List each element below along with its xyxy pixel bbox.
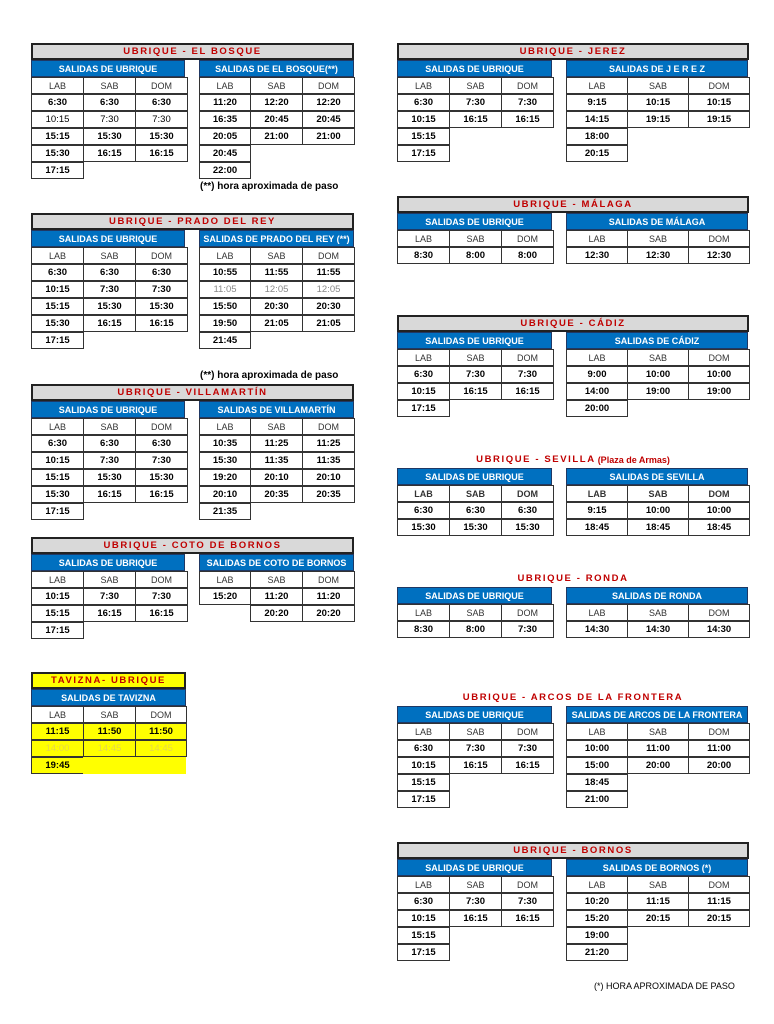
time-cell: 18:00 [566, 128, 628, 145]
inbound-header: SALIDAS DE MÁLAGA [566, 213, 748, 230]
time-cell: 21:35 [199, 503, 251, 520]
time-cell: 7:30 [135, 452, 188, 469]
time-cell: 20:10 [250, 469, 303, 486]
time-cell: 15:30 [501, 519, 554, 536]
time-cell: 7:30 [501, 621, 554, 638]
time-cell: 10:00 [688, 366, 750, 383]
time-cell: 16:15 [501, 757, 554, 774]
time-cell: 15:30 [83, 298, 136, 315]
time-cell: 19:00 [688, 383, 750, 400]
time-cell: 14:30 [688, 621, 750, 638]
time-cell: 20:35 [302, 486, 355, 503]
time-cell: 15:30 [135, 298, 188, 315]
time-cell: 6:30 [397, 94, 450, 111]
time-cell: 10:15 [397, 910, 450, 927]
time-cell: 14:45 [83, 740, 136, 757]
column-label: DOM [501, 349, 554, 366]
time-cell: 10:00 [627, 502, 689, 519]
time-cell: 10:15 [397, 383, 450, 400]
time-cell: 10:15 [627, 94, 689, 111]
column-label: SAB [83, 706, 136, 723]
time-cell: 10:15 [688, 94, 750, 111]
column-label: LAB [397, 876, 450, 893]
time-cell: 15:30 [31, 486, 84, 503]
time-cell: 8:00 [449, 621, 502, 638]
time-cell: 7:30 [449, 94, 502, 111]
time-cell: 14:30 [566, 621, 628, 638]
time-cell: 18:45 [688, 519, 750, 536]
time-cell: 8:30 [397, 621, 450, 638]
time-cell: 10:15 [397, 757, 450, 774]
time-cell: 11:20 [302, 588, 355, 605]
time-cell: 7:30 [135, 111, 188, 128]
time-cell: 7:30 [449, 893, 502, 910]
column-label: DOM [688, 723, 750, 740]
time-cell: 10:15 [31, 588, 84, 605]
time-cell: 10:15 [31, 111, 84, 128]
time-cell: 15:30 [135, 469, 188, 486]
column-label: SAB [627, 230, 689, 247]
column-label: SAB [627, 604, 689, 621]
time-cell: 11:20 [199, 94, 251, 111]
time-cell: 8:00 [501, 247, 554, 264]
time-cell: 15:20 [199, 588, 251, 605]
column-label: LAB [566, 485, 628, 502]
time-cell: 15:30 [199, 452, 251, 469]
outbound-header: SALIDAS DE UBRIQUE [397, 332, 552, 349]
time-cell: 16:15 [135, 486, 188, 503]
time-cell: 12:30 [688, 247, 750, 264]
time-cell: 15:30 [31, 145, 84, 162]
time-cell: 12:05 [302, 281, 355, 298]
column-label: SAB [250, 571, 303, 588]
column-label: LAB [31, 706, 84, 723]
time-cell: 6:30 [83, 264, 136, 281]
time-cell: 18:45 [627, 519, 689, 536]
time-cell: 17:15 [31, 503, 84, 520]
time-cell: 21:00 [250, 128, 303, 145]
outbound-header: SALIDAS DE UBRIQUE [397, 587, 552, 604]
column-label: SAB [627, 485, 689, 502]
column-label: DOM [501, 876, 554, 893]
time-cell: 20:15 [627, 910, 689, 927]
time-cell: 6:30 [83, 435, 136, 452]
column-label: DOM [135, 706, 187, 723]
time-cell: 11:20 [250, 588, 303, 605]
time-cell: 7:30 [449, 366, 502, 383]
route-title: UBRIQUE - CÁDIZ [397, 315, 749, 332]
column-label: SAB [627, 723, 689, 740]
time-cell: 12:30 [566, 247, 628, 264]
column-label: LAB [566, 604, 628, 621]
route-title: UBRIQUE - VILLAMARTÍN [31, 384, 354, 401]
time-cell: 10:15 [31, 281, 84, 298]
time-cell: 21:00 [566, 791, 628, 808]
time-cell: 16:15 [135, 145, 188, 162]
column-label: SAB [627, 876, 689, 893]
time-cell: 19:50 [199, 315, 251, 332]
time-cell: 8:00 [449, 247, 502, 264]
column-label: SAB [449, 604, 502, 621]
time-cell: 10:35 [199, 435, 251, 452]
route-title: UBRIQUE - JEREZ [397, 43, 749, 60]
column-label: LAB [31, 247, 84, 264]
time-cell: 11:55 [302, 264, 355, 281]
column-label: SAB [449, 485, 502, 502]
time-cell: 15:15 [31, 128, 84, 145]
time-cell: 9:00 [566, 366, 628, 383]
time-cell: 6:30 [501, 502, 554, 519]
inbound-header: SALIDAS DE VILLAMARTÍN [199, 401, 354, 418]
time-cell: 6:30 [135, 435, 188, 452]
column-label: SAB [449, 349, 502, 366]
column-label: DOM [688, 604, 750, 621]
approx-time-note: (**) hora aproximada de paso [200, 370, 339, 381]
time-cell: 20:00 [627, 757, 689, 774]
time-cell: 10:15 [397, 111, 450, 128]
time-cell: 11:35 [302, 452, 355, 469]
inbound-header: SALIDAS DE SEVILLA [566, 468, 748, 485]
inbound-header: SALIDAS DE CÁDIZ [566, 332, 748, 349]
time-cell: 16:15 [449, 383, 502, 400]
column-label: LAB [566, 230, 628, 247]
route-title: UBRIQUE - RONDA [517, 573, 629, 584]
time-cell: 16:15 [83, 145, 136, 162]
time-cell: 22:00 [199, 162, 251, 179]
time-cell: 7:30 [83, 588, 136, 605]
inbound-header: SALIDAS DE ARCOS DE LA FRONTERA [566, 706, 748, 723]
column-label: SAB [449, 876, 502, 893]
time-cell: 9:15 [566, 94, 628, 111]
route-title: TAVIZNA- UBRIQUE [31, 672, 186, 689]
time-cell: 16:15 [83, 486, 136, 503]
time-cell: 16:35 [199, 111, 251, 128]
column-label: SAB [83, 247, 136, 264]
highlight-fill [83, 757, 186, 774]
time-cell: 15:50 [199, 298, 251, 315]
time-cell: 19:00 [627, 383, 689, 400]
time-cell: 7:30 [501, 366, 554, 383]
column-label: SAB [449, 230, 502, 247]
column-label: SAB [627, 77, 689, 94]
column-label: LAB [566, 77, 628, 94]
time-cell: 6:30 [397, 366, 450, 383]
outbound-header: SALIDAS DE UBRIQUE [31, 230, 185, 247]
column-label: DOM [135, 418, 188, 435]
time-cell: 11:15 [688, 893, 750, 910]
inbound-header: SALIDAS DE BORNOS (*) [566, 859, 748, 876]
time-cell: 7:30 [83, 452, 136, 469]
time-cell: 15:15 [31, 605, 84, 622]
time-cell: 11:25 [250, 435, 303, 452]
column-label: LAB [199, 571, 251, 588]
time-cell: 15:15 [31, 298, 84, 315]
time-cell: 20:05 [199, 128, 251, 145]
time-cell: 15:20 [566, 910, 628, 927]
time-cell: 19:15 [688, 111, 750, 128]
time-cell: 15:30 [83, 469, 136, 486]
time-cell: 20:45 [302, 111, 355, 128]
time-cell: 6:30 [449, 502, 502, 519]
column-label: LAB [397, 723, 450, 740]
time-cell: 7:30 [501, 740, 554, 757]
time-cell: 11:05 [199, 281, 251, 298]
time-cell: 8:30 [397, 247, 450, 264]
column-label: LAB [397, 349, 450, 366]
time-cell: 15:15 [31, 469, 84, 486]
time-cell: 7:30 [83, 281, 136, 298]
time-cell: 9:15 [566, 502, 628, 519]
time-cell: 7:30 [83, 111, 136, 128]
time-cell: 15:30 [449, 519, 502, 536]
time-cell: 11:15 [31, 723, 84, 740]
column-label: LAB [397, 604, 450, 621]
column-label: DOM [501, 604, 554, 621]
time-cell: 11:25 [302, 435, 355, 452]
time-cell: 16:15 [449, 910, 502, 927]
approx-time-footnote: (*) HORA APROXIMADA DE PASO [594, 981, 735, 991]
column-label: LAB [199, 247, 251, 264]
column-label: LAB [566, 723, 628, 740]
time-cell: 17:15 [31, 622, 84, 639]
outbound-header: SALIDAS DE UBRIQUE [397, 706, 552, 723]
outbound-header: SALIDAS DE UBRIQUE [397, 859, 552, 876]
time-cell: 10:00 [688, 502, 750, 519]
column-label: SAB [83, 418, 136, 435]
column-label: DOM [688, 349, 750, 366]
time-cell: 15:30 [135, 128, 188, 145]
time-cell: 19:15 [627, 111, 689, 128]
time-cell: 16:15 [135, 315, 188, 332]
column-label: LAB [199, 418, 251, 435]
time-cell: 19:00 [566, 927, 628, 944]
time-cell: 15:30 [31, 315, 84, 332]
column-label: DOM [501, 485, 554, 502]
time-cell: 16:15 [83, 605, 136, 622]
time-cell: 11:00 [688, 740, 750, 757]
column-label: DOM [135, 247, 188, 264]
column-label: DOM [302, 571, 355, 588]
column-label: DOM [501, 77, 554, 94]
time-cell: 17:15 [31, 162, 84, 179]
time-cell: 20:45 [199, 145, 251, 162]
outbound-header: SALIDAS DE UBRIQUE [31, 401, 185, 418]
time-cell: 16:15 [501, 383, 554, 400]
column-label: DOM [501, 230, 554, 247]
time-cell: 12:20 [250, 94, 303, 111]
time-cell: 10:00 [566, 740, 628, 757]
time-cell: 10:20 [566, 893, 628, 910]
column-label: SAB [449, 77, 502, 94]
column-label: DOM [501, 723, 554, 740]
time-cell: 16:15 [501, 111, 554, 128]
time-cell: 11:35 [250, 452, 303, 469]
column-label: DOM [688, 230, 750, 247]
column-label: SAB [250, 77, 303, 94]
time-cell: 17:15 [397, 400, 450, 417]
time-cell: 20:30 [302, 298, 355, 315]
approx-time-note: (**) hora aproximada de paso [200, 181, 339, 192]
time-cell: 10:00 [627, 366, 689, 383]
column-label: LAB [31, 418, 84, 435]
route-title: UBRIQUE - COTO DE BORNOS [31, 537, 354, 554]
time-cell: 6:30 [83, 94, 136, 111]
column-label: DOM [688, 77, 750, 94]
time-cell: 20:00 [566, 400, 628, 417]
column-label: LAB [566, 349, 628, 366]
column-label: SAB [250, 247, 303, 264]
time-cell: 21:45 [199, 332, 251, 349]
time-cell: 15:15 [397, 774, 450, 791]
time-cell: 11:50 [83, 723, 136, 740]
time-cell: 11:55 [250, 264, 303, 281]
time-cell: 15:00 [566, 757, 628, 774]
time-cell: 17:15 [397, 791, 450, 808]
time-cell: 6:30 [31, 264, 84, 281]
column-label: SAB [449, 723, 502, 740]
time-cell: 11:15 [627, 893, 689, 910]
column-label: LAB [31, 77, 84, 94]
time-cell: 12:20 [302, 94, 355, 111]
column-label: DOM [688, 876, 750, 893]
time-cell: 20:15 [566, 145, 628, 162]
time-cell: 7:30 [501, 94, 554, 111]
route-title: UBRIQUE - EL BOSQUE [31, 43, 354, 60]
time-cell: 21:20 [566, 944, 628, 961]
outbound-header: SALIDAS DE UBRIQUE [397, 60, 552, 77]
time-cell: 20:30 [250, 298, 303, 315]
time-cell: 6:30 [135, 94, 188, 111]
outbound-header: SALIDAS DE UBRIQUE [31, 554, 185, 571]
time-cell: 15:15 [397, 128, 450, 145]
inbound-header: SALIDAS DE PRADO DEL REY (**) [199, 230, 354, 247]
column-label: LAB [199, 77, 251, 94]
time-cell: 20:10 [302, 469, 355, 486]
time-cell: 15:30 [397, 519, 450, 536]
time-cell: 16:15 [449, 757, 502, 774]
column-label: DOM [302, 247, 355, 264]
time-cell: 6:30 [397, 740, 450, 757]
time-cell: 20:20 [250, 605, 303, 622]
outbound-header: SALIDAS DE UBRIQUE [31, 60, 185, 77]
time-cell: 7:30 [135, 588, 188, 605]
column-label: DOM [302, 77, 355, 94]
time-cell: 7:30 [501, 893, 554, 910]
time-cell: 18:45 [566, 519, 628, 536]
column-label: DOM [688, 485, 750, 502]
route-title: UBRIQUE - BORNOS [397, 842, 749, 859]
time-cell: 14:00 [566, 383, 628, 400]
time-cell: 10:55 [199, 264, 251, 281]
column-label: LAB [397, 77, 450, 94]
route-title [397, 451, 749, 468]
time-cell: 15:15 [397, 927, 450, 944]
column-label: SAB [250, 418, 303, 435]
time-cell: 6:30 [135, 264, 188, 281]
time-cell: 10:15 [31, 452, 84, 469]
outbound-header: SALIDAS DE UBRIQUE [397, 213, 552, 230]
column-label: DOM [135, 77, 188, 94]
route-title: UBRIQUE - PRADO DEL REY [31, 213, 354, 230]
column-label: DOM [302, 418, 355, 435]
column-label: SAB [83, 77, 136, 94]
time-cell: 12:30 [627, 247, 689, 264]
time-cell: 20:20 [302, 605, 355, 622]
column-label: DOM [135, 571, 188, 588]
time-cell: 21:05 [250, 315, 303, 332]
time-cell: 11:00 [627, 740, 689, 757]
route-title: UBRIQUE - ARCOS DE LA FRONTERA [462, 692, 684, 703]
time-cell: 21:00 [302, 128, 355, 145]
inbound-header: SALIDAS DE COTO DE BORNOS [199, 554, 354, 571]
time-cell: 19:45 [31, 757, 84, 774]
column-label: LAB [31, 571, 84, 588]
time-cell: 6:30 [397, 893, 450, 910]
time-cell: 14:30 [627, 621, 689, 638]
column-label: LAB [397, 230, 450, 247]
time-cell: 12:05 [250, 281, 303, 298]
time-cell: 16:15 [449, 111, 502, 128]
column-label: LAB [397, 485, 450, 502]
column-label: LAB [566, 876, 628, 893]
time-cell: 18:45 [566, 774, 628, 791]
time-cell: 20:10 [199, 486, 251, 503]
time-cell: 20:15 [688, 910, 750, 927]
time-cell: 17:15 [397, 145, 450, 162]
time-cell: 19:20 [199, 469, 251, 486]
time-cell: 15:30 [83, 128, 136, 145]
column-label: SAB [627, 349, 689, 366]
time-cell: 11:50 [135, 723, 187, 740]
time-cell: 16:15 [135, 605, 188, 622]
inbound-header: SALIDAS DE EL BOSQUE(**) [199, 60, 354, 77]
route-title-text: UBRIQUE - SEVILLA [476, 454, 596, 465]
inbound-header: SALIDAS DE RONDA [566, 587, 748, 604]
route-title-sub: (Plaza de Armas) [597, 454, 670, 465]
time-cell: 6:30 [31, 435, 84, 452]
route-title: UBRIQUE - MÁLAGA [397, 196, 749, 213]
time-cell: 7:30 [135, 281, 188, 298]
time-cell: 7:30 [449, 740, 502, 757]
outbound-header: SALIDAS DE TAVIZNA [31, 689, 186, 706]
time-cell: 14:15 [566, 111, 628, 128]
time-cell: 20:00 [688, 757, 750, 774]
time-cell: 14:45 [135, 740, 187, 757]
time-cell: 16:15 [501, 910, 554, 927]
time-cell: 6:30 [397, 502, 450, 519]
time-cell: 21:05 [302, 315, 355, 332]
inbound-header: SALIDAS DE J E R E Z [566, 60, 748, 77]
outbound-header: SALIDAS DE UBRIQUE [397, 468, 552, 485]
time-cell: 16:15 [83, 315, 136, 332]
time-cell: 17:15 [397, 944, 450, 961]
time-cell: 17:15 [31, 332, 84, 349]
column-label: SAB [83, 571, 136, 588]
time-cell: 20:45 [250, 111, 303, 128]
time-cell: 14:00 [31, 740, 84, 757]
time-cell: 6:30 [31, 94, 84, 111]
time-cell: 20:35 [250, 486, 303, 503]
